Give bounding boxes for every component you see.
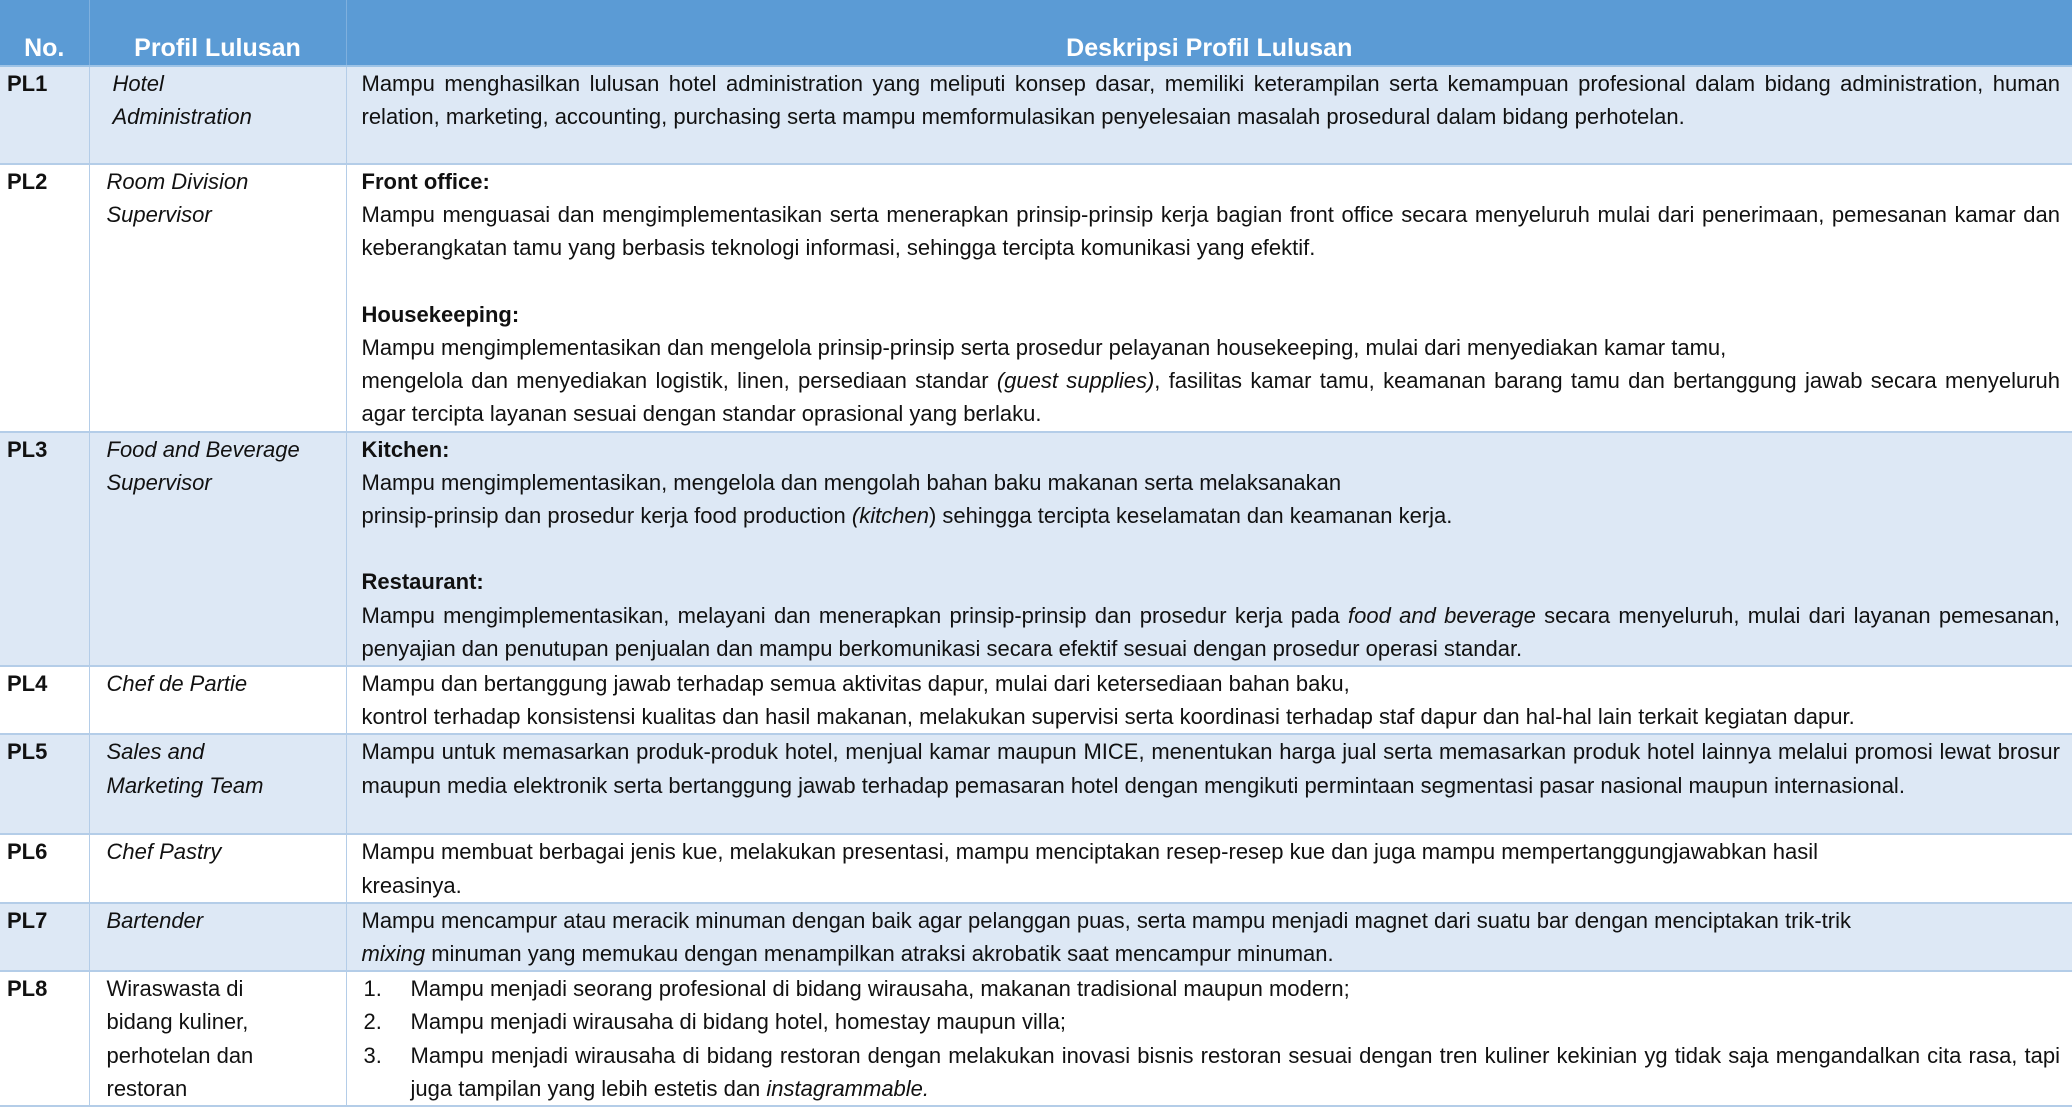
table-header (0, 0, 2072, 66)
profile-name (89, 734, 346, 834)
profile-name-line: Hotel (112, 71, 164, 96)
header-deskripsi: Deskripsi Profil Lulusan (346, 0, 2072, 66)
list-item-text: Mampu menjadi wirausaha di bidang restoran dengan melakukan inovasi bisnis restoran sesuai dengan tren kuliner kekinian yg tidak saja mengandalkan cita rasa, tapi juga tampilan yang lebih estetis dan (410, 1042, 2060, 1101)
description-text (362, 499, 2061, 532)
row-number: PL2 (0, 164, 89, 432)
profile-description (346, 164, 2072, 432)
profile-name-line: bidang kuliner, (106, 1009, 249, 1035)
profile-name-line: Supervisor (106, 202, 212, 228)
list-item-text: Mampu menjadi seorang profesional di bidang wirausaha, makanan tradisional maupun modern; (410, 976, 1350, 1002)
profile-name (89, 666, 346, 734)
profile-name-line: Food and Beverage (106, 436, 300, 462)
description-text: Mampu dan bertanggung jawab terhadap semua aktivitas dapur, mulai dari ketersediaan bahan baku, (361, 671, 1350, 697)
list-item (362, 1039, 2061, 1105)
italic-term: (kitchen (851, 503, 929, 529)
table-row-pl8 (0, 971, 2072, 1106)
description-text (362, 364, 2061, 430)
list-number: 1. (363, 976, 382, 1002)
list-item-text: Mampu menjadi wirausaha di bidang hotel, homestay maupun villa; (410, 1009, 1066, 1035)
profile-name (89, 903, 346, 971)
description-text: Mampu menguasai dan mengimplementasikan serta menerapkan prinsip-prinsip kerja bagian front office secara menyeluruh mulai dari penerimaan, pemesanan kamar dan keberangkatan tamu yang berbasis teknologi informasi, sehingga tercipta komunikasi yang efektif. (361, 202, 2060, 261)
section-heading-kitchen: Kitchen: (361, 436, 450, 462)
row-number: PL8 (0, 971, 89, 1106)
description-text: kreasinya. (361, 872, 462, 898)
text-run: prinsip-prinsip dan prosedur kerja food production (361, 503, 852, 529)
italic-term: instagrammable. (766, 1075, 930, 1101)
table-row-pl6 (0, 834, 2072, 902)
list-item (362, 1005, 2061, 1038)
section-heading-housekeeping: Housekeeping: (361, 301, 520, 327)
profile-description (346, 834, 2072, 902)
profile-name-line: Administration (112, 104, 252, 130)
profile-name-line: Sales and (106, 739, 205, 765)
profile-name (89, 432, 346, 666)
profile-name-line: restoran (106, 1075, 188, 1101)
text-run: Mampu mengimplementasikan, melayani dan menerapkan prinsip-prinsip dan prosedur kerja pada (361, 602, 1348, 628)
profile-name-line: Marketing Team (106, 772, 264, 798)
profile-name (89, 834, 346, 902)
table-body (0, 66, 2072, 1106)
table-row-pl5 (0, 734, 2072, 834)
profile-name-line: Chef de Partie (106, 671, 248, 697)
italic-term: food and beverage (1348, 602, 1536, 628)
list-number: 3. (363, 1042, 382, 1068)
row-number: PL3 (0, 432, 89, 666)
italic-term: (guest supplies) (996, 368, 1155, 394)
spacer (362, 265, 2061, 298)
profile-name (89, 164, 346, 432)
spacer (362, 532, 2061, 565)
description-text: kontrol terhadap konsistensi kualitas dan hasil makanan, melakukan supervisi serta koordinasi terhadap staf dapur dan hal-hal lain terkait kegiatan dapur. (361, 704, 1855, 730)
list-item (362, 972, 2061, 1005)
header-no: No. (0, 0, 89, 66)
header-row (0, 0, 2072, 66)
row-number: PL5 (0, 734, 89, 834)
numbered-list (362, 972, 2061, 1105)
table-row-pl4 (0, 666, 2072, 734)
row-number: PL6 (0, 834, 89, 902)
list-number: 2. (363, 1009, 382, 1035)
profile-name (89, 66, 346, 164)
profile-name-line: perhotelan dan (106, 1042, 254, 1068)
profile-description (346, 66, 2072, 164)
text-run: ) sehingga tercipta keselamatan dan keamanan kerja. (928, 503, 1453, 529)
description-text: Mampu mengimplementasikan dan mengelola prinsip-prinsip serta prosedur pelayanan housekeeping, mulai dari menyediakan kamar tamu, (361, 335, 1727, 360)
text-run: mengelola dan menyediakan logistik, linen, persediaan standar (361, 368, 997, 394)
profile-name-line: Wiraswasta di (106, 976, 244, 1002)
description-text: Mampu membuat berbagai jenis kue, melakukan presentasi, mampu menciptakan resep-resep kue dan juga mampu mempertanggungjawabkan hasil (361, 839, 1818, 865)
profile-description (346, 971, 2072, 1106)
description-text (362, 599, 2061, 665)
description-text: Mampu menghasilkan lulusan hotel administration yang meliputi konsep dasar, memiliki keterampilan serta kemampuan profesional dalam bidang administration, human relation, marketing, accounting, purchasing serta mampu memformulasikan penyelesaian masalah prosedural dalam bidang perhotelan. (361, 71, 2060, 130)
section-heading-restaurant: Restaurant: (361, 569, 484, 595)
description-text (362, 937, 2061, 970)
text-run: minuman yang memukau dengan menampilkan atraksi akrobatik saat mencampur minuman. (425, 941, 1334, 967)
text-run: secara menyeluruh, mulai dari layanan pemesanan, penyajian dan penutupan penjualan dan mampu berkomunikasi secara efektif sesuai dengan prosedur operasi standar. (361, 602, 2060, 661)
description-text: Mampu mencampur atau meracik minuman dengan baik agar pelanggan puas, serta mampu menjadi magnet dari suatu bar dengan menciptakan trik-trik (361, 907, 1851, 933)
table-row-pl7 (0, 903, 2072, 971)
profile-name-line: Room Division (106, 169, 249, 194)
table-row-pl1 (0, 66, 2072, 164)
italic-term: mixing (361, 941, 426, 967)
profile-description (346, 734, 2072, 834)
header-profil-lulusan: Profil Lulusan (89, 0, 346, 66)
table-row-pl3 (0, 432, 2072, 666)
table-row-pl2 (0, 164, 2072, 432)
profile-name-line: Bartender (106, 907, 204, 933)
profile-name (89, 971, 346, 1106)
description-text: Mampu untuk memasarkan produk-produk hotel, menjual kamar maupun MICE, menentukan harga jual serta memasarkan produk hotel lainnya melalui promosi lewat brosur maupun media elektronik serta bertanggung jawab terhadap pemasaran hotel dengan mengikuti permintaan segmentasi pasar nasional maupun internasional. (361, 739, 2060, 798)
profile-description (346, 903, 2072, 971)
row-number: PL4 (0, 666, 89, 734)
row-number: PL7 (0, 903, 89, 971)
profile-description (346, 666, 2072, 734)
profile-name-line: Supervisor (106, 469, 212, 495)
section-heading-front-office: Front office: (361, 169, 490, 194)
description-text: Mampu mengimplementasikan, mengelola dan mengolah bahan baku makanan serta melaksanakan (361, 469, 1342, 495)
profile-description (346, 432, 2072, 666)
text-run: , fasilitas kamar tamu, keamanan barang tamu dan bertanggung jawab secara menyeluruh agar tercipta layanan sesuai dengan standar oprasional yang berlaku. (361, 368, 2060, 427)
profile-name-line: Chef Pastry (106, 839, 222, 865)
row-number: PL1 (0, 66, 89, 164)
